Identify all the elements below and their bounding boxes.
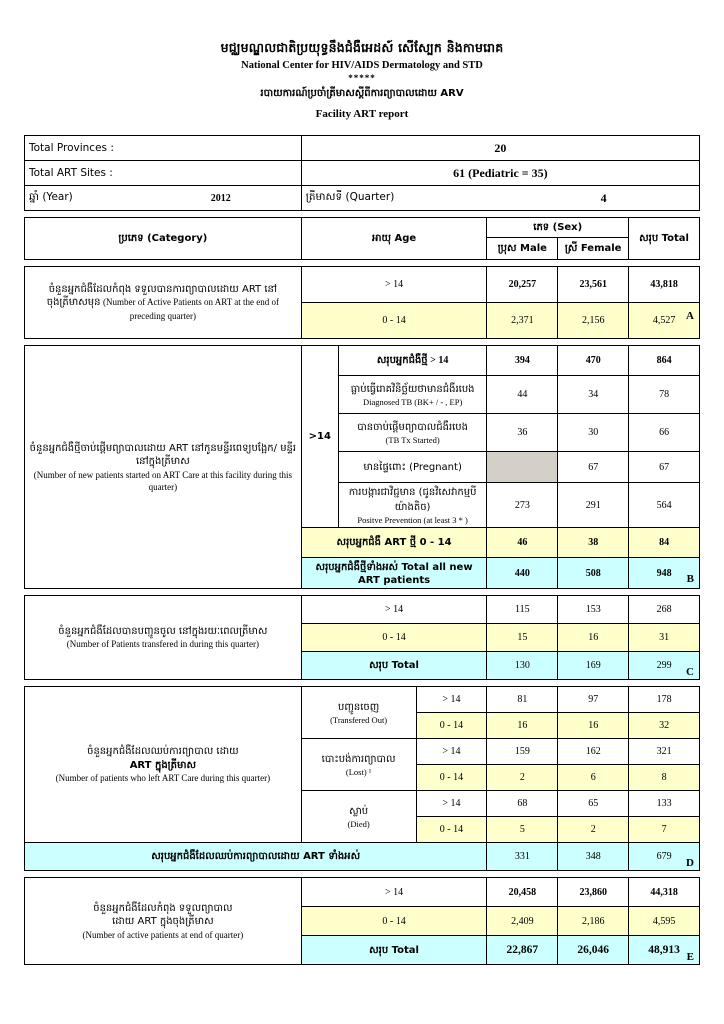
table-row [25,878,700,907]
age-cell: សរុប Total [301,936,487,965]
female-value: 16 [558,713,629,739]
section-c-category-kh: ចំនួនអ្នកជំងឺដែលបានបញ្ជូនចូល នៅក្នុងរយៈពេលត្រីមាស [58,625,268,637]
total-provinces-label: Total Provinces : [25,136,302,161]
table-row [25,687,700,713]
row-label-kh: បានចាប់ផ្ដើមព្យាបាលជំងឺរបេង [357,422,468,434]
total-value: 948 [629,558,700,589]
section-marker-c: C [686,666,694,679]
section-b-category-en: (Number of new patients started on ART Care at this facility during this quarter) [33,469,292,492]
quarter-value: 4 [600,190,607,205]
male-value: 2 [487,765,558,791]
age-cell: 0 - 14 [416,817,487,843]
section-marker-a: A [686,310,694,323]
age-cell: > 14 [416,687,487,713]
male-value: 20,458 [487,878,558,907]
male-value: 68 [487,791,558,817]
section-e-category-kh: ចំនួនអ្នកជំងឺដែលកំពុង ទទួលព្យាបាល [93,902,233,914]
female-value: 67 [558,452,629,483]
total-value: 299 [629,652,700,680]
year-label: ឆ្នាំ (Year) [29,190,73,203]
age-cell: > 14 [301,267,487,303]
header-khmer-title: មជ្ឈមណ្ឌលជាតិប្រយុទ្ធនឹងជំងឺអេដស៍ សើស្បែក និងកាមរោគ [220,40,504,55]
male-value: 5 [487,817,558,843]
total-value: 43,818 [629,267,700,303]
male-value: 331 [487,843,558,871]
subgroup-label-en: (Transfered Out) [330,715,388,726]
female-value: 162 [558,739,629,765]
quarter-label: ត្រីមាសទី (Quarter) [305,190,395,203]
quarter-cell [301,186,699,211]
female-value: 291 [558,483,629,528]
female-value: 508 [558,558,629,589]
row-label [338,414,487,452]
table-row [25,267,700,303]
female-value: 65 [558,791,629,817]
section-d-total-row [25,843,700,871]
age-cell: 0 - 14 [416,765,487,791]
section-e-category-en: (Number of active patients at end of quarter) [82,929,244,940]
row-label: សរុបអ្នកជំងឺ ART ថ្មី 0 - 14 [301,528,487,558]
subgroup-label-lost [301,739,416,791]
section-c-category [25,596,302,680]
section-a-category [25,267,302,339]
section-d-category-en: (Number of patients who left ART Care during this quarter) [55,773,271,784]
female-value: 97 [558,687,629,713]
male-value: 115 [487,596,558,624]
section-a-category-en: (Number of Active Patients on ART at the end of preceding quarter) [103,297,280,321]
section-a [24,266,700,339]
section-b-category-kh: ចំនួនអ្នកជំងឺថ្មីចាប់ផ្ដើមព្យាបាលដោយ ART នៅកូនមន្ទីរពេទ្យបង្អែក/ មន្ទីរ នៅក្នុងត្រីមាស [29,442,297,468]
section-c-category-en: (Number of Patients transfered in during this quarter) [66,639,259,650]
age-cell: > 14 [301,878,487,907]
age-cell: 0 - 14 [301,624,487,652]
male-value: 130 [487,652,558,680]
section-c [24,595,700,680]
section-e-category [25,878,302,965]
col-age: អាយុ Age [301,218,487,260]
total-value: 321 [629,739,700,765]
col-category: ប្រភេទ (Category) [25,218,302,260]
age-cell: > 14 [416,739,487,765]
subgroup-label-died [301,791,416,843]
year-quarter-row [25,186,700,211]
section-b-category [25,346,302,589]
female-value: 153 [558,596,629,624]
row-label-en: Diagnosed TB (BK+ / - , EP) [362,397,463,408]
row-label: មានផ្ទៃពោះ (Pregnant) [338,452,487,483]
section-marker-d: D [686,857,694,870]
male-value: 81 [487,687,558,713]
male-value [487,452,558,483]
year-cell [25,186,302,211]
female-value: 6 [558,765,629,791]
age-cell: > 14 [301,596,487,624]
subgroup-label-kh: បោះបង់ការព្យាបាល [321,754,396,766]
total-value: 32 [629,713,700,739]
row-label-en: Positve Prevention (at least 3 * ) [357,515,468,526]
male-value: 2,371 [487,303,558,339]
male-value: 273 [487,483,558,528]
male-value: 46 [487,528,558,558]
male-value: 440 [487,558,558,589]
female-value: 16 [558,624,629,652]
total-art-sites-row [25,161,700,186]
row-label [338,376,487,414]
section-d-category [25,687,302,843]
row-label-suffix: > 14 [430,355,449,367]
section-d-category-kh2: ART ក្នុងត្រីមាស [129,759,197,771]
female-value: 23,561 [558,267,629,303]
total-value: 31 [629,624,700,652]
row-label [338,483,487,528]
section-marker-e: E [686,951,694,964]
age-cell: 0 - 14 [301,303,487,339]
section-e-category-kh2: ដោយ ART ក្នុងចុងត្រីមាស [112,916,214,928]
section-d-total-label: សរុបអ្នកជំងឺដែលឈប់ការព្យាបាលដោយ ART ទាំងអស់ [25,843,487,871]
male-value: 36 [487,414,558,452]
report-header [24,40,700,121]
row-label-en: (TB Tx Started) [385,435,440,446]
female-value: 30 [558,414,629,452]
subgroup-label-kh: ស្លាប់ [349,806,369,818]
age-group-label: >14 [301,346,338,528]
age-cell: > 14 [416,791,487,817]
row-label-kh: ធ្លាប់ធ្វើរោគវិនិច្ឆ័យថាមានជំងឺរបេង [350,384,475,396]
subgroup-label-en: (Died) [347,819,370,830]
section-marker-b: B [686,573,694,586]
info-block [24,135,700,211]
male-value: 15 [487,624,558,652]
female-value: 2,156 [558,303,629,339]
age-cell: 0 - 14 [416,713,487,739]
female-value: 2,186 [558,907,629,936]
total-value: 48,913 [629,936,700,965]
age-cell: 0 - 14 [301,907,487,936]
row-label-kh: ការបង្ការជាវិជ្ជមាន (ជូនវិសេវាកម្មបីយ៉ាងតិច) [348,487,477,514]
male-value: 159 [487,739,558,765]
section-e [24,877,700,965]
total-value: 4,527 [629,303,700,339]
total-value: 66 [629,414,700,452]
male-value: 44 [487,376,558,414]
total-value: 8 [629,765,700,791]
female-value: 26,046 [558,936,629,965]
row-label-kh: សរុបអ្នកជំងឺថ្មី [376,355,428,367]
female-value: 38 [558,528,629,558]
male-value: 16 [487,713,558,739]
header-khmer-subtitle: របាយការណ៍ប្រចាំត្រីមាសស្ដីពីការព្យាបាលដោយ ARV [260,88,464,99]
row-label [338,346,487,376]
male-value: 2,409 [487,907,558,936]
total-art-sites-label: Total ART Sites : [25,161,302,186]
total-value: 44,318 [629,878,700,907]
female-value: 169 [558,652,629,680]
total-art-sites-value: 61 (Pediatric = 35) [301,161,699,186]
row-label: សរុបអ្នកជំងឺថ្មីទាំងអស់ Total all new ART patients [301,558,487,589]
table-row [25,346,700,376]
total-value: 78 [629,376,700,414]
section-a-category-kh2: ចុងត្រីមាសមុន [46,297,101,308]
female-value: 23,860 [558,878,629,907]
total-value: 7 [629,817,700,843]
total-value: 864 [629,346,700,376]
section-b [24,345,700,589]
total-value: 178 [629,687,700,713]
section-d [24,686,700,871]
total-value: 67 [629,452,700,483]
total-value: 679 [629,843,700,871]
subgroup-label-en: (Lost) ¹ [345,767,372,778]
subgroup-label-transferred-out [301,687,416,739]
subgroup-label-kh: បញ្ជូនចេញ [337,702,380,714]
header-stars: ***** [348,72,376,83]
col-total: សរុប Total [629,218,700,260]
female-value: 470 [558,346,629,376]
total-value: 564 [629,483,700,528]
column-header-row [25,218,700,238]
table-row [25,596,700,624]
column-header-block [24,217,700,260]
female-value: 2 [558,817,629,843]
total-value: 133 [629,791,700,817]
header-english-title: National Center for HIV/AIDS Dermatology and STD [241,59,483,71]
male-value: 22,867 [487,936,558,965]
header-english-subtitle: Facility ART report [315,107,409,120]
total-value: 4,595 [629,907,700,936]
total-provinces-row [25,136,700,161]
age-cell: សរុប Total [301,652,487,680]
section-a-category-kh: ចំនួនអ្នកជំងឺដែលកំពុង ទទួលបានការព្យាបាលដោយ ART នៅ [48,283,278,295]
female-value: 34 [558,376,629,414]
col-male: ប្រុស Male [487,238,558,260]
col-sex: ភេទ (Sex) [487,218,629,238]
year-value: 2012 [210,192,231,204]
male-value: 20,257 [487,267,558,303]
total-provinces-value: 20 [301,136,699,161]
total-value: 84 [629,528,700,558]
female-value: 348 [558,843,629,871]
section-d-category-kh: ចំនួនអ្នកជំងឺដែលឈប់ការព្យាបាល ដោយ [87,746,239,758]
col-female: ស្រី Female [558,238,629,260]
total-value: 268 [629,596,700,624]
male-value: 394 [487,346,558,376]
